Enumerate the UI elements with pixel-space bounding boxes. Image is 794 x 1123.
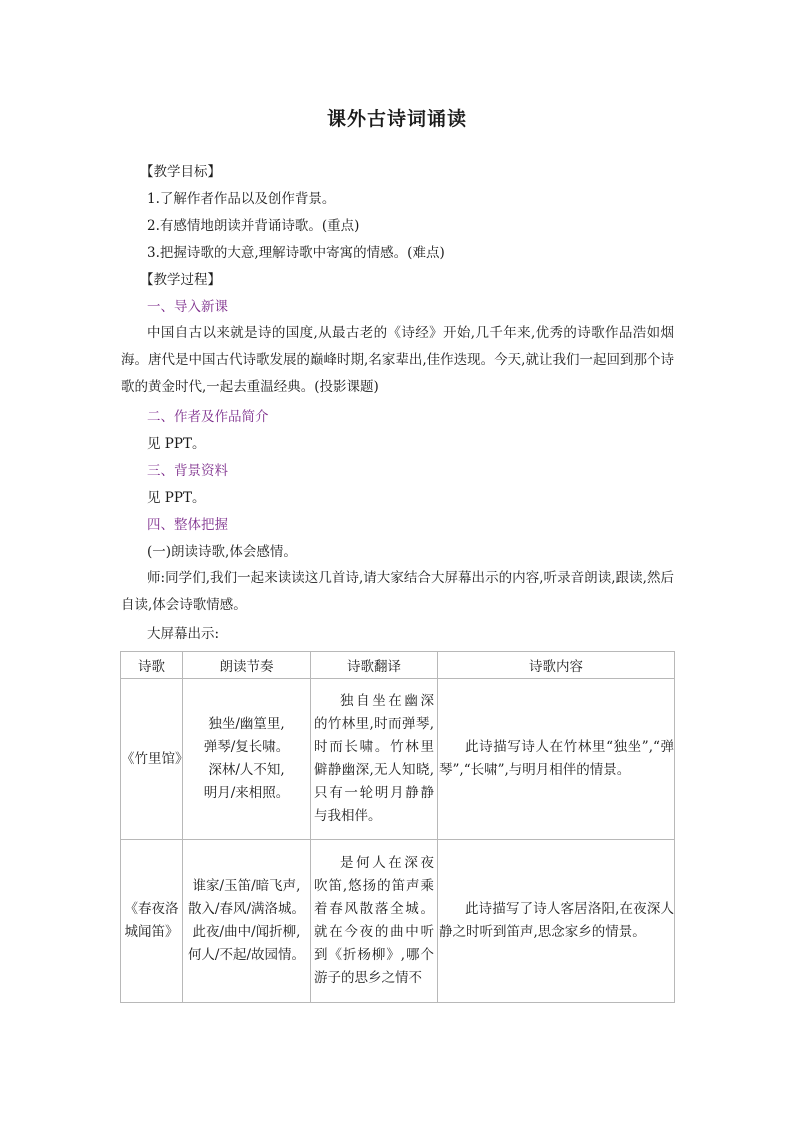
- poem-title: 《春夜洛城闻笛》: [124, 901, 179, 940]
- content-cell: 此诗描写诗人在竹林里“独坐”,“弹琴”,“长啸”,与明月相伴的情景。: [438, 679, 675, 840]
- background-text: 见 PPT。: [147, 490, 206, 506]
- rhythm-line: 明月/来相照。: [203, 785, 290, 801]
- page-title: 课外古诗词诵读: [326, 108, 467, 130]
- header-rhythm: 朗读节奏: [183, 652, 311, 679]
- screen-label: 大屏幕出示:: [147, 626, 220, 642]
- intro-paragraph: 中国自古以来就是诗的国度,从最古老的《诗经》开始,几千年来,优秀的诗歌作品浩如烟海。唐代是中国古代诗歌发展的巅峰时期,名家辈出,佳作迭现。今天,就让我们一起回到那个诗歌的黄金时代,一起去重温经典。(投影课题): [121, 325, 674, 395]
- table-header-row: [121, 652, 675, 679]
- table-row: [121, 679, 675, 840]
- rhythm-cell: [183, 679, 311, 840]
- subsection-reading: (一)朗读诗歌,体会感情。: [147, 544, 297, 560]
- header-content: 诗歌内容: [438, 652, 675, 679]
- goal-item-2: 2.有感情地朗读并背诵诗歌。(重点): [147, 218, 360, 234]
- rhythm-line: 独坐/幽篁里,: [208, 716, 285, 732]
- rhythm-line: 散入/春风/满洛城。: [187, 901, 306, 917]
- section-author-heading: 二、作者及作品简介: [147, 409, 269, 425]
- rhythm-line: 弹琴/复长啸。: [203, 739, 290, 755]
- rhythm-line: 何人/不起/故园情。: [187, 947, 306, 963]
- content-cell: 此诗描写了诗人客居洛阳,在夜深人静之时听到笛声,思念家乡的情景。: [438, 840, 675, 1003]
- section-background-heading: 三、背景资料: [147, 463, 228, 479]
- translation-cell: 是何人在深夜吹笛,悠扬的笛声乘着春风散落全城。就在今夜的曲中听到《折杨柳》,哪个游子的思乡之情不: [311, 840, 438, 1003]
- section-overall-heading: 四、整体把握: [147, 517, 228, 533]
- poem-title-cell: [121, 679, 189, 840]
- author-text: 见 PPT。: [147, 436, 206, 452]
- poem-title-cell: [121, 840, 183, 1003]
- teaching-goals-heading: 【教学目标】: [140, 164, 221, 180]
- rhythm-line: 谁家/玉笛/暗飞声,: [192, 878, 301, 894]
- poem-table: [120, 651, 675, 1003]
- rhythm-cell: [183, 840, 311, 1003]
- section-intro-heading: 一、导入新课: [147, 299, 228, 315]
- header-poem: 诗歌: [121, 652, 183, 679]
- rhythm-line: 深林/人不知,: [208, 762, 285, 778]
- goal-item-3: 3.把握诗歌的大意,理解诗歌中寄寓的情感。(难点): [147, 245, 445, 261]
- table-row: [121, 840, 675, 1003]
- teaching-process-heading: 【教学过程】: [140, 272, 221, 288]
- translation-cell: 独自坐在幽深的竹林里,时而弹琴,时而长啸。竹林里僻静幽深,无人知晓,只有一轮明月静静与我相伴。: [311, 679, 438, 840]
- teacher-paragraph: 师:同学们,我们一起来读读这几首诗,请大家结合大屏幕出示的内容,听录音朗读,跟读,然后自读,体会诗歌情感。: [121, 570, 674, 613]
- header-translation: 诗歌翻译: [311, 652, 438, 679]
- goal-item-1: 1.了解作者作品以及创作背景。: [147, 191, 336, 207]
- rhythm-line: 此夜/曲中/闻折柳,: [192, 924, 301, 940]
- poem-title: 《竹里馆》: [121, 750, 189, 767]
